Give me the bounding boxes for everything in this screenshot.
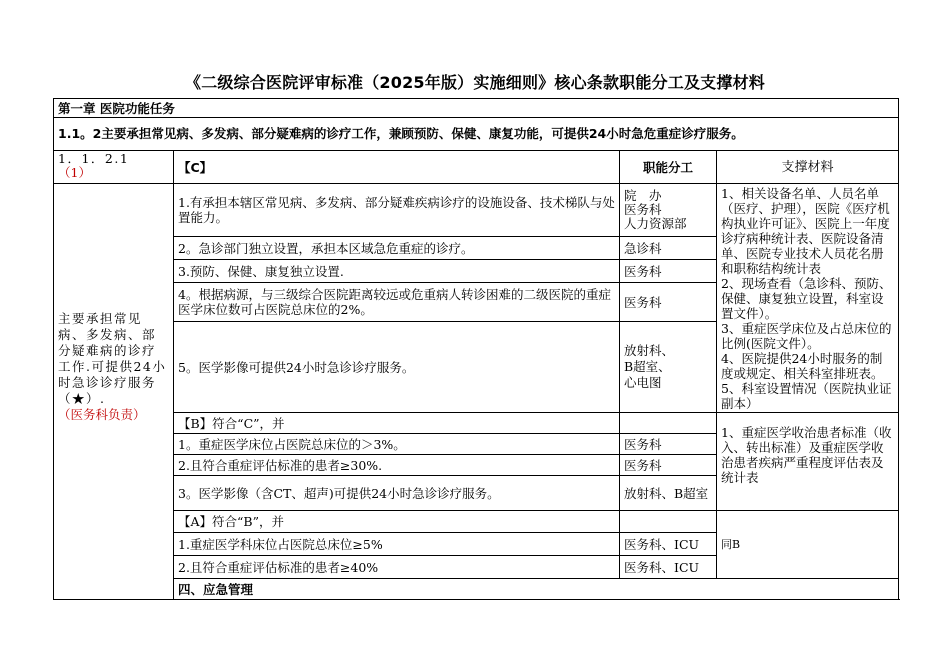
grade-b-header: 【B】符合“C”，并 [174, 413, 620, 434]
document-title: 《二级综合医院评审标准（2025年版）实施细则》核心条款职能分工及支撑材料 [185, 73, 765, 92]
section-text: 1.1。2主要承担常见病、多发病、部分疑难病的诊疗工作，兼顾预防、保健、康复功能，可提供24小时急危重症诊疗服务。 [54, 118, 899, 151]
dept-header: 职能分工 [620, 151, 717, 184]
grade-b-material: 1、重症医学收治患者标准（收入、转出标准）及重症医学收治患者疾病严重程度评估表及统计表 [717, 413, 899, 511]
grade-c-material: 1、相关设备名单、人员名单（医疗、护理），医院《医疗机构执业许可证》、医院上一年度诊疗病种统计表、医院设备清单、医院专业技术人员花名册和职称结构统计表 2、现场查看（急诊科、预防、保健、康复独立设置，科室设置文件）。 3、重症医学床位及占总床位的比例(医院文件）。 4、医院提供24小时服务的制度或规定、相关科室排班表。 5、科室设置情况（医院执业证副本） [717, 184, 899, 413]
grade-c-item-2: 2。急诊部门独立设置，承担本区域急危重症的诊疗。 [174, 237, 620, 260]
grade-b-item-2: 2.且符合重症评估标准的患者≥30%. [174, 455, 620, 476]
grade-b-item-3: 3。医学影像（含CT、超声)可提供24小时急诊诊疗服务。 [174, 476, 620, 511]
next-section-title: 四、应急管理 [174, 579, 899, 600]
grade-b-dept-3: 放射科、B超室 [620, 476, 717, 511]
grade-b-header-dept [620, 413, 717, 434]
grade-b-dept-2: 医务科 [620, 455, 717, 476]
chapter-title: 第一章 医院功能任务 [54, 99, 899, 118]
grade-b-dept-1: 医务科 [620, 434, 717, 455]
grade-c-dept-4: 医务科 [620, 283, 717, 322]
section-row [54, 118, 899, 151]
grade-c-dept-1: 院 办 医务科 人力资源部 [620, 184, 717, 237]
duty-table [53, 98, 899, 600]
table-row [54, 184, 899, 237]
grade-c-item-3: 3.预防、保健、康复独立设置. [174, 260, 620, 283]
item-summary-cell [54, 184, 174, 600]
grade-c-item-1: 1.有承担本辖区常见病、多发病、部分疑难疾病诊疗的设施设备、技术梯队与处置能力。 [174, 184, 620, 237]
grade-a-material: 同B [717, 511, 899, 579]
item-code-cell [54, 151, 174, 184]
item-code-sub: （1） [58, 165, 91, 180]
grade-b-item-1: 1。重症医学床位占医院总床位的＞3%。 [174, 434, 620, 455]
grade-a-header-dept [620, 511, 717, 533]
grade-a-item-2: 2.且符合重症评估标准的患者≥40% [174, 556, 620, 579]
section-row [54, 579, 899, 600]
grade-c-dept-2: 急诊科 [620, 237, 717, 260]
table-row [54, 511, 899, 533]
column-header-row [54, 151, 899, 184]
grade-c-header: 【C】 [174, 151, 620, 184]
grade-c-dept-5: 放射科、 B超室、 心电图 [620, 322, 717, 413]
grade-c-item-5: 5。医学影像可提供24小时急诊诊疗服务。 [174, 322, 620, 413]
material-header: 支撑材料 [717, 151, 899, 184]
grade-a-header: 【A】符合“B”，并 [174, 511, 620, 533]
grade-a-dept-2: 医务科、ICU [620, 556, 717, 579]
chapter-row [54, 99, 899, 118]
grade-a-item-1: 1.重症医学科床位占医院总床位≥5% [174, 533, 620, 556]
item-responsible: （医务科负责） [58, 407, 146, 422]
grade-a-dept-1: 医务科、ICU [620, 533, 717, 556]
grade-c-dept-3: 医务科 [620, 260, 717, 283]
item-code: 1．1．2.1 [58, 151, 130, 166]
table-row [54, 413, 899, 434]
grade-c-item-4: 4。根据病源，与三级综合医院距离较远或危重病人转诊困难的二级医院的重症医学床位数可占医院总床位的2%。 [174, 283, 620, 322]
item-summary: 主要承担常见病、多发病、部分疑难病的诊疗工作.可提供24小时急诊诊疗服务（★）. [58, 311, 167, 406]
